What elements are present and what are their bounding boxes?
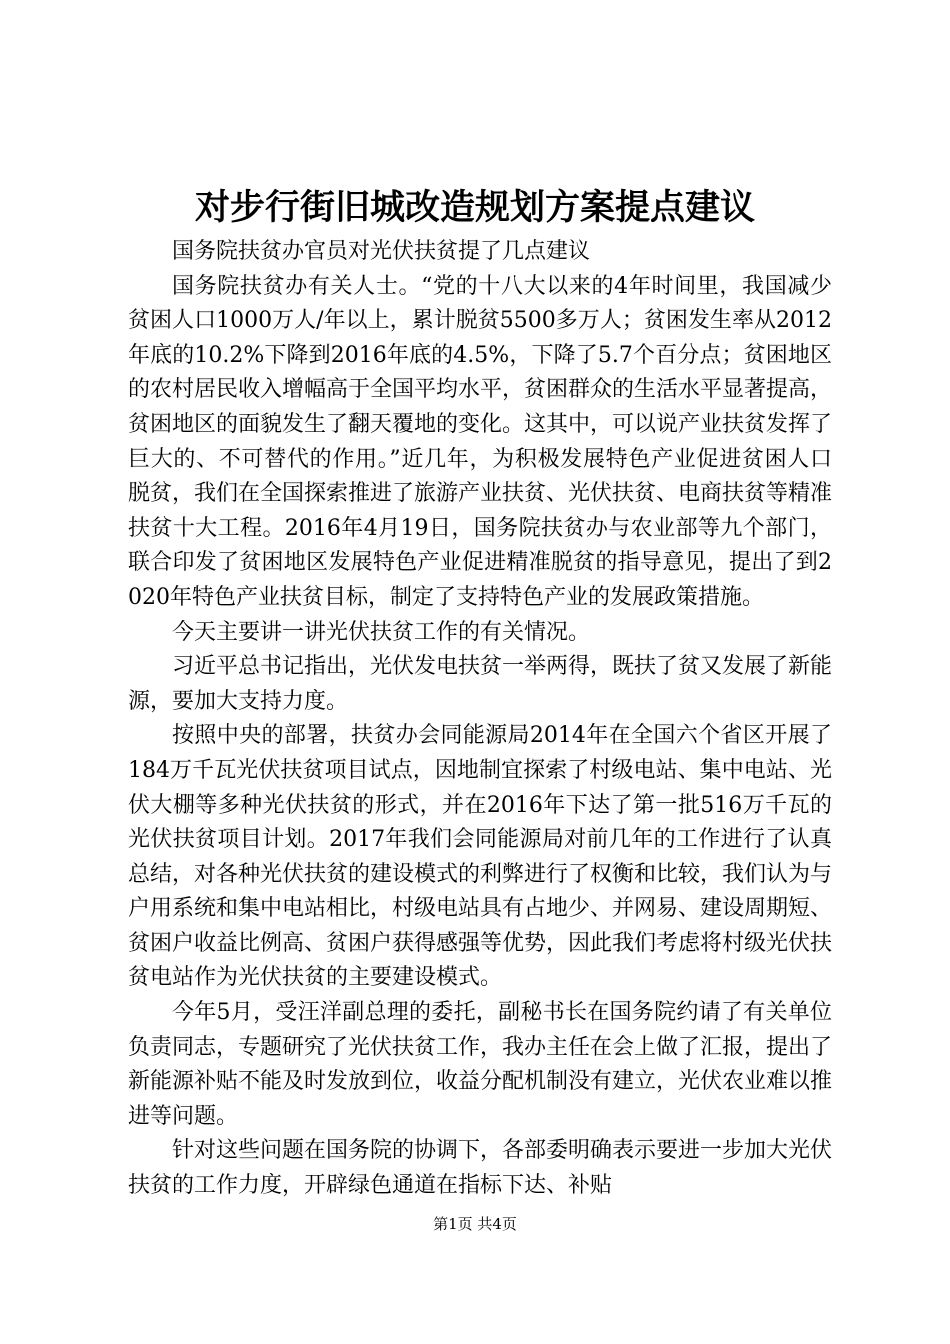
paragraph: 国务院扶贫办有关人士。“党的十八大以来的4年时间里，我国减少贫困人口1000万人/年以上，累计脱贫5500多万人；贫困发生率从2012年底的10.2%下降到2016年底的4.5%，下降了5.7个百分点；贫困地区的农村居民收入增幅高于全国平均水平，贫困群众的生活水平显著提高，贫困地区的面貌发生了翻天覆地的变化。这其中，可以说产业扶贫发挥了巨大的、不可替代的作用。”近几年，为积极发展特色产业促进贫困人口脱贫，我们在全国探索推进了旅游产业扶贫、光伏扶贫、电商扶贫等精准扶贫十大工程。2016年4月19日，国务院扶贫办与农业部等九个部门，联合印发了贫困地区发展特色产业促进精准脱贫的指导意见，提出了到2020年特色产业扶贫目标，制定了支持特色产业的发展政策措施。: [128, 273, 833, 610]
paragraph: 今年5月，受汪洋副总理的委托，副秘书长在国务院约请了有关单位负责同志，专题研究了光伏扶贫工作，我办主任在会上做了汇报，提出了新能源补贴不能及时发放到位，收益分配机制没有建立，光伏农业难以推进等问题。: [128, 1000, 833, 1129]
paragraph: 今天主要讲一讲光伏扶贫工作的有关情况。: [172, 619, 591, 645]
paragraph: 习近平总书记指出，光伏发电扶贫一举两得，既扶了贫又发展了新能源，要加大支持力度。: [128, 654, 833, 714]
paragraph: 国务院扶贫办官员对光伏扶贫提了几点建议: [172, 239, 591, 264]
paragraph: 按照中央的部署，扶贫办会同能源局2014年在全国六个省区开展了184万千瓦光伏扶贫项目试点，因地制宜探索了村级电站、集中电站、光伏大棚等多种光伏扶贫的形式，并在2016年下达了第一批516万千瓦的光伏扶贫项目计划。2017年我们会同能源局对前几年的工作进行了认真总结，对各种光伏扶贫的建设模式的利弊进行了权衡和比较，我们认为与户用系统和集中电站相比，村级电站具有占地少、并网易、建设周期短、贫困户收益比例高、贫困户获得感强等优势，因此我们考虑将村级光伏扶贫电站作为光伏扶贫的主要建设模式。: [128, 723, 833, 991]
page-footer: 第1页 共4页: [433, 1215, 517, 1233]
document-body: [128, 235, 832, 1204]
document-title: 对步行街旧城改造规划方案提点建议: [194, 187, 755, 228]
paragraph: 针对这些问题在国务院的协调下，各部委明确表示要进一步加大光伏扶贫的工作力度，开辟绿色通道在指标下达、补贴: [128, 1138, 833, 1199]
